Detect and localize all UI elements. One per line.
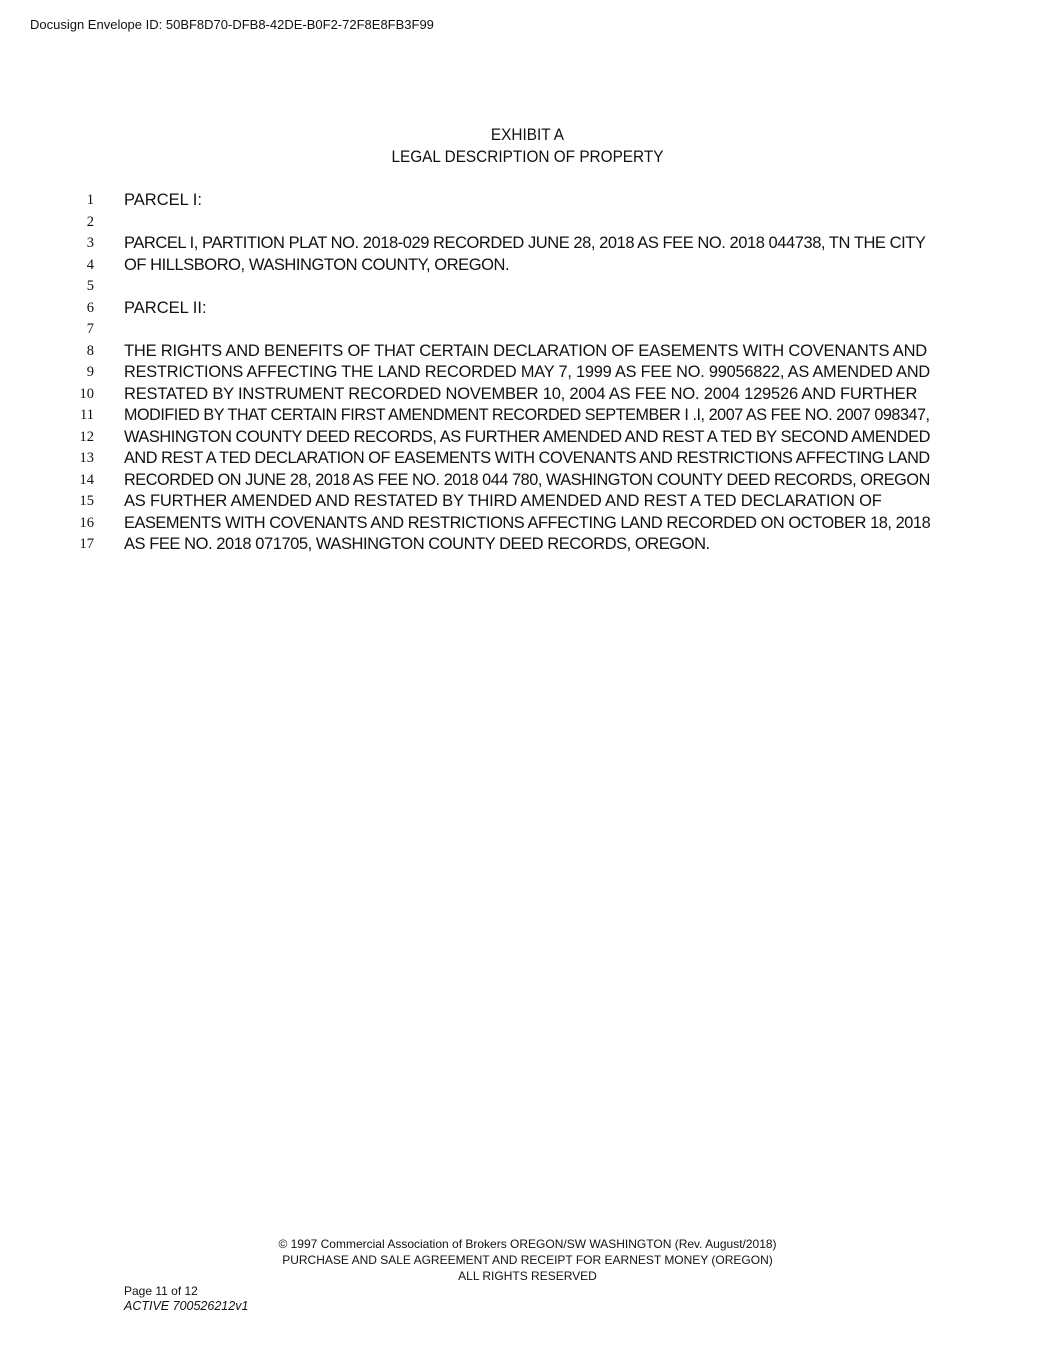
body-line: OF HILLSBORO, WASHINGTON COUNTY, OREGON. — [124, 255, 510, 274]
line-number: 8 — [86, 342, 94, 359]
body-line: PARCEL I: — [124, 191, 202, 209]
line-number: 6 — [86, 299, 94, 316]
footer-rights: ALL RIGHTS RESERVED — [458, 1269, 597, 1283]
line-number: 7 — [86, 321, 94, 337]
line-number: 1 — [86, 192, 94, 208]
line-numbers — [60, 190, 94, 556]
body-line: RECORDED ON JUNE 28, 2018 AS FEE NO. 2018 044 780, WASHINGTON COUNTY DEED RECORDS, OREGON — [124, 470, 930, 489]
body-line: RESTATED BY INSTRUMENT RECORDED NOVEMBER 10, 2004 AS FEE NO. 2004 129526 AND FURTHER — [124, 384, 918, 403]
line-number: 16 — [79, 514, 94, 531]
line-number: 2 — [86, 213, 94, 230]
line-number: 9 — [86, 364, 94, 380]
body-line: MODIFIED BY THAT CERTAIN FIRST AMENDMENT RECORDED SEPTEMBER I .I, 2007 AS FEE NO. 2007 098347, — [124, 406, 930, 424]
body-line: THE RIGHTS AND BENEFITS OF THAT CERTAIN DECLARATION OF EASEMENTS WITH COVENANTS AND — [124, 341, 927, 360]
document-id: ACTIVE 700526212v1 — [124, 1299, 249, 1313]
exhibit-title: EXHIBIT A — [490, 126, 564, 144]
footer-agreement-title: PURCHASE AND SALE AGREEMENT AND RECEIPT FOR EARNEST MONEY (OREGON) — [282, 1253, 773, 1267]
line-number: 11 — [80, 407, 94, 423]
body-line: AS FEE NO. 2018 071705, WASHINGTON COUNTY DEED RECORDS, OREGON. — [124, 535, 710, 553]
line-number: 5 — [86, 278, 94, 294]
body-line: WASHINGTON COUNTY DEED RECORDS, AS FURTHER AMENDED AND REST A TED BY SECOND AMENDED — [124, 427, 930, 446]
body-line — [124, 212, 930, 234]
line-number: 10 — [79, 385, 94, 402]
body-line — [124, 319, 930, 341]
legal-description-body — [124, 190, 930, 556]
body-line — [124, 276, 930, 298]
line-number: 13 — [79, 450, 94, 466]
body-line: PARCEL I, PARTITION PLAT NO. 2018-029 RECORDED JUNE 28, 2018 AS FEE NO. 2018 044738, TN THE CITY — [124, 234, 926, 252]
footer-copyright: © 1997 Commercial Association of Brokers OREGON/SW WASHINGTON (Rev. August/2018) — [278, 1237, 777, 1251]
line-number: 15 — [79, 493, 94, 509]
body-line: RESTRICTIONS AFFECTING THE LAND RECORDED MAY 7, 1999 AS FEE NO. 99056822, AS AMENDED AND — [124, 363, 930, 381]
body-line: AND REST A TED DECLARATION OF EASEMENTS WITH COVENANTS AND RESTRICTIONS AFFECTING LAND — [124, 449, 930, 467]
envelope-id: Docusign Envelope ID: 50BF8D70-DFB8-42DE-B0F2-72F8E8FB3F99 — [30, 17, 434, 32]
line-number: 3 — [86, 235, 94, 251]
exhibit-subtitle: LEGAL DESCRIPTION OF PROPERTY — [391, 148, 664, 166]
line-number: 12 — [79, 428, 94, 445]
body-line: EASEMENTS WITH COVENANTS AND RESTRICTIONS AFFECTING LAND RECORDED ON OCTOBER 18, 2018 — [124, 513, 931, 532]
line-number: 14 — [79, 471, 94, 488]
body-line: AS FURTHER AMENDED AND RESTATED BY THIRD AMENDED AND REST A TED DECLARATION OF — [124, 492, 882, 510]
line-number: 17 — [79, 536, 94, 552]
page-number: Page 11 of 12 — [124, 1284, 198, 1298]
body-line: PARCEL II: — [124, 298, 207, 317]
line-number: 4 — [86, 256, 94, 273]
